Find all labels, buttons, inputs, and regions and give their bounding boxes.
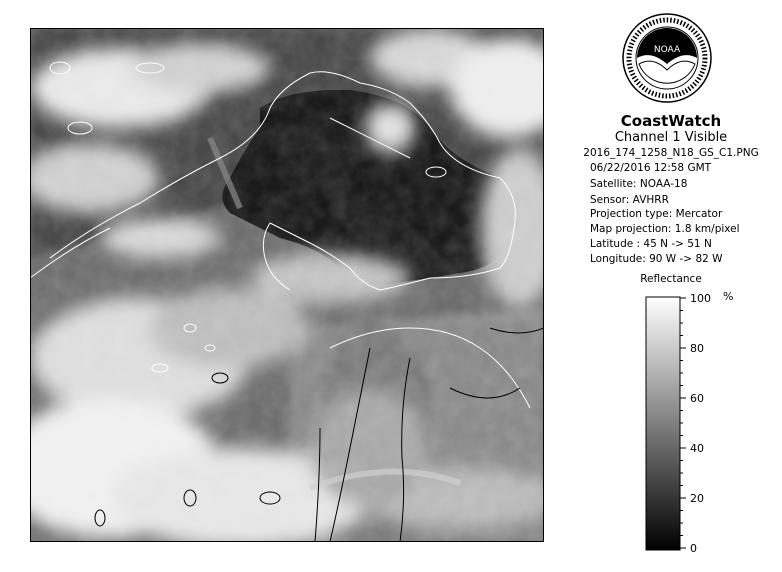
colorbar-unit: % (723, 290, 734, 303)
map-projection: Map projection: 1.8 km/pixel (590, 223, 740, 235)
colorbar (560, 10, 782, 570)
colorbar-tick-label: 100 (690, 292, 711, 305)
channel-subtitle: Channel 1 Visible (614, 130, 728, 145)
colorbar-tick-label: 80 (690, 342, 704, 355)
colorbar-label: Reflectance (640, 273, 702, 285)
colorbar-tick-label: 0 (690, 542, 697, 555)
colorbar-tick-label: 20 (690, 492, 704, 505)
colorbar-tick-label: 60 (690, 392, 704, 405)
datetime: 06/22/2016 12:58 GMT (590, 162, 712, 174)
logo-text: NOAA (653, 45, 681, 55)
satellite: Satellite: NOAA-18 (590, 178, 688, 190)
sensor: Sensor: AVHRR (590, 194, 669, 206)
longitude: Longitude: 90 W -> 82 W (590, 253, 723, 265)
app-title: CoastWatch (620, 112, 722, 130)
projection-type: Projection type: Mercator (590, 208, 723, 220)
info-panel (560, 10, 782, 570)
latitude: Latitude : 45 N -> 51 N (590, 238, 712, 250)
colorbar-tick-label: 40 (690, 442, 704, 455)
filename: 2016_174_1258_N18_GS_C1.PNG (583, 147, 759, 159)
colorbar-gradient (646, 297, 680, 550)
satellite-image (30, 28, 544, 542)
